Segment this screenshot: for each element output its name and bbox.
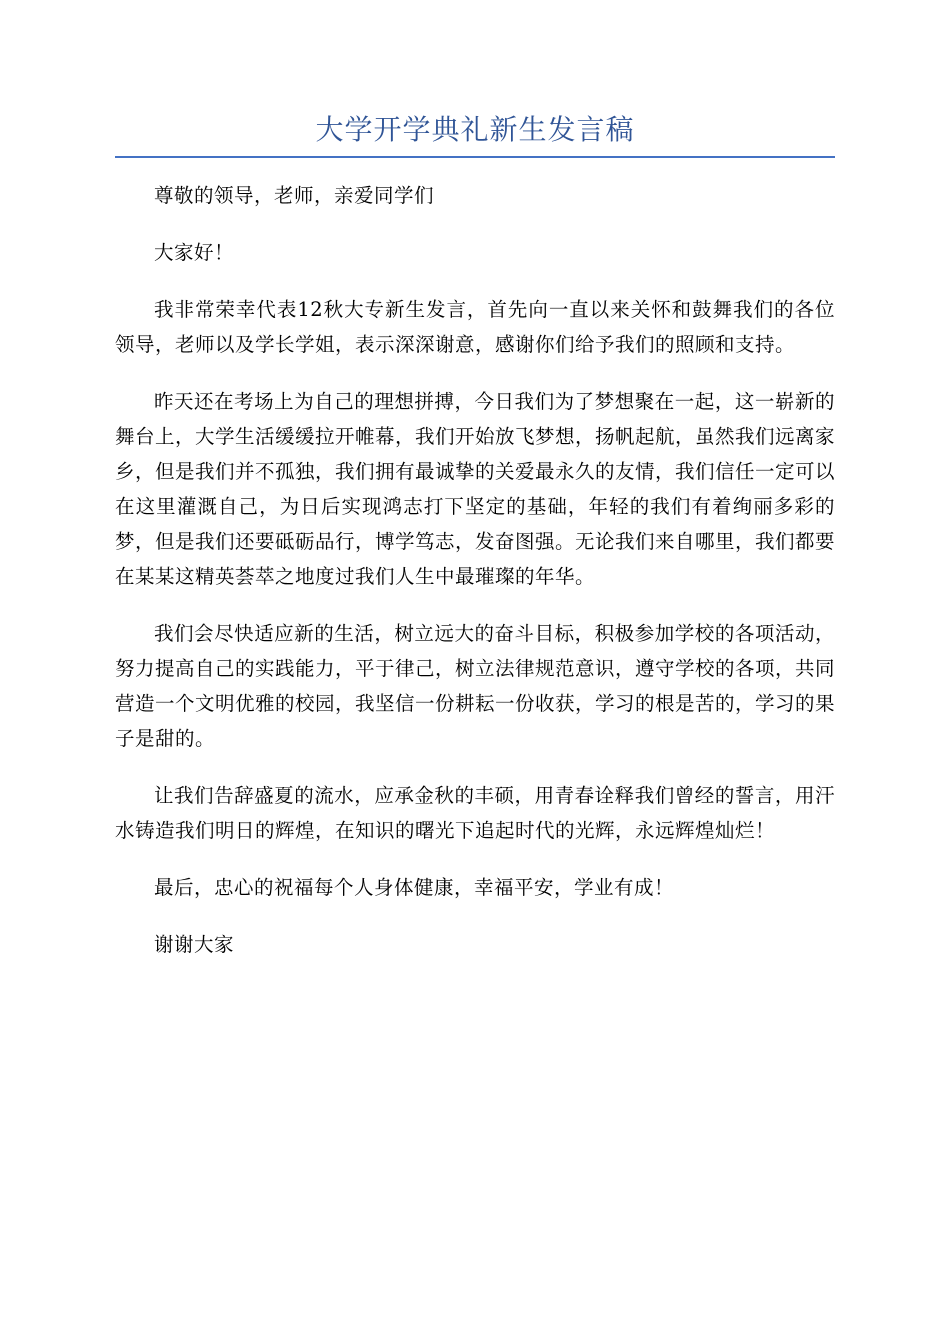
document-body (115, 178, 835, 984)
document-title: 大学开学典礼新生发言稿 (315, 113, 635, 146)
body-paragraph-youth: 让我们告辞盛夏的流水，应承金秋的丰硕，用青春诠释我们曾经的誓言，用汗水铸造我们明日的辉煌，在知识的曙光下追起时代的光辉，永远辉煌灿烂！ (115, 784, 835, 842)
body-paragraph-dreams: 昨天还在考场上为自己的理想拼搏，今日我们为了梦想聚在一起，这一崭新的舞台上，大学生活缓缓拉开帷幕，我们开始放飞梦想，扬帆起航，虽然我们远离家乡，但是我们并不孤独，我们拥有最诚挚的关爱最永久的友情，我们信任一定可以在这里灌溉自己，为日后实现鸿志打下坚定的基础，年轻的我们有着绚丽多彩的梦，但是我们还要砥砺品行，博学笃志，发奋图强。无论我们来自哪里，我们都要在某某这精英荟萃之地度过我们人生中最璀璨的年华。 (115, 390, 836, 588)
closing-thanks: 谢谢大家 (154, 933, 235, 956)
body-paragraph-goals: 我们会尽快适应新的生活，树立远大的奋斗目标，积极参加学校的各项活动，努力提高自己的实践能力，平于律己，树立法律规范意识，遵守学校的各项，共同营造一个文明优雅的校园，我坚信一份耕耘一份收获，学习的根是苦的，学习的果子是甜的。 (115, 622, 836, 750)
body-paragraph-thanks: 我非常荣幸代表12秋大专新生发言，首先向一直以来关怀和鼓舞我们的各位领导，老师以及学长学姐，表示深深谢意，感谢你们给予我们的照顾和支持。 (115, 298, 835, 356)
greeting: 大家好！ (154, 241, 235, 264)
title-block (115, 112, 835, 158)
salutation: 尊敬的领导，老师，亲爱同学们 (154, 184, 435, 207)
closing-wishes: 最后，忠心的祝福每个人身体健康，幸福平安，学业有成！ (154, 876, 675, 899)
